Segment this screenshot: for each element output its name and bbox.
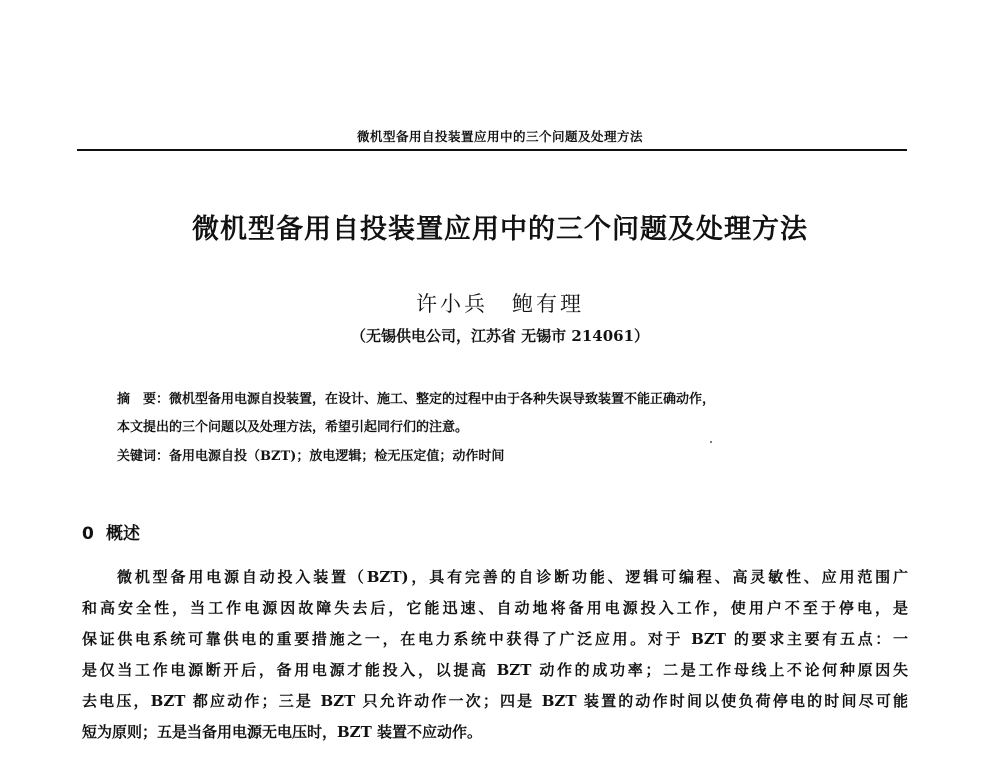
header-rule [77, 149, 907, 151]
abstract-text-1: 微机型备用电源自投装置，在设计、施工、整定的过程中由于各种失误导致装置不能正确动作， [169, 392, 716, 407]
abstract-line-2 [117, 416, 468, 435]
abstract-label: 摘 要： [117, 392, 170, 407]
body-line-4: 是仅当工作电源断开后，备用电源才能投入，以提高 BZT 动作的成功率；二是工作母线上不论何种原因失 [82, 661, 908, 679]
section-number: 0 [82, 524, 94, 544]
running-header: 微机型备用自投装置应用中的三个问题及处理方法 [356, 129, 643, 144]
keywords-line [117, 445, 504, 464]
authors [0, 288, 1000, 318]
body-line-3: 保证供电系统可靠供电的重要措施之一，在电力系统中获得了广泛应用。对于 BZT 的要求主要有五点：一 [82, 630, 908, 648]
keywords-text: 备用电源自投（BZT)；放电逻辑；检无压定值；动作时间 [169, 449, 505, 464]
body-line-5: 去电压，BZT 都应动作；三是 BZT 只允许动作一次；四是 BZT 装置的动作时间以使负荷停电的时间尽可能 [82, 692, 908, 710]
body-line-1: 微机型备用电源自动投入装置（BZT)，具有完善的自诊断功能、逻辑可编程、高灵敏性、应用范围广 [117, 568, 908, 586]
abstract-text-2: 本文提出的三个问题以及处理方法，希望引起同行们的注意。 [117, 420, 469, 435]
body-line-2: 和高安全性，当工作电源因故障失去后，它能迅速、自动地将备用电源投入工作，使用户不至于停电，是 [82, 599, 908, 617]
abstract-line-1 [117, 388, 715, 407]
keywords-label: 关键词： [117, 449, 170, 464]
author-2: 鲍有理 [512, 292, 584, 316]
paper-title: 微机型备用自投装置应用中的三个问题及处理方法 [192, 214, 808, 245]
body-line-6: 短为原则；五是当备用电源无电压时，BZT 装置不应动作。 [82, 723, 483, 741]
section-title: 概述 [106, 524, 140, 544]
scan-speck [710, 441, 712, 443]
author-1: 许小兵 [416, 292, 488, 316]
section-heading [82, 519, 140, 544]
affiliation: （无锡供电公司，江苏省 无锡市 214061） [350, 327, 650, 345]
